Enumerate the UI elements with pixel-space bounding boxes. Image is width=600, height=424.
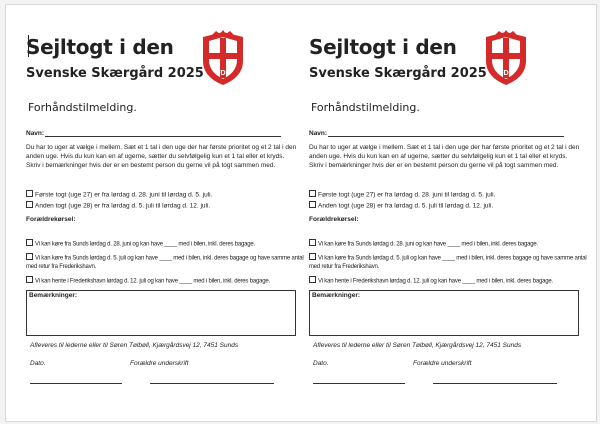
- checkbox[interactable]: [26, 201, 33, 208]
- checkbox[interactable]: [26, 276, 33, 283]
- date-label: Dato.: [30, 360, 46, 367]
- parent-driving-heading: Forældrekørsel:: [309, 216, 359, 223]
- driving-option-2[interactable]: [309, 253, 587, 272]
- delivery-note: Afleveres til lederne eller til Søren Tølbøll, Kjærgårdsvej 12, 7451 Sunds: [30, 342, 239, 349]
- remarks-label: Bemærkninger:: [29, 292, 78, 299]
- checkbox[interactable]: [309, 253, 316, 260]
- option-label: Anden togt (uge 28) er fra lørdag d. 5. juli til lørdag d. 12. juli.: [35, 202, 211, 210]
- checkbox[interactable]: [309, 201, 316, 208]
- preregistration-heading: Forhåndstilmelding.: [311, 101, 420, 114]
- registration-sheet-right: [309, 5, 587, 421]
- title-line-1: Sejltogt i den: [26, 35, 174, 59]
- remarks-box[interactable]: [309, 290, 579, 336]
- name-label: Navn:: [309, 130, 328, 137]
- title-line-1: Sejltogt i den: [309, 35, 457, 59]
- date-line[interactable]: [313, 383, 405, 384]
- name-line[interactable]: [45, 129, 281, 137]
- option-label: Anden togt (uge 28) er fra lørdag d. 5. juli til lørdag d. 12. juli.: [318, 202, 494, 210]
- logo-text: FDF: [216, 70, 230, 77]
- name-label: Navn:: [26, 130, 45, 137]
- checkbox[interactable]: [26, 239, 33, 246]
- instructions: [309, 143, 587, 170]
- instructions-text-2: Skriv i bemærkninger hvis der er en bestemt person du gerne vil på togt sammen med.: [26, 162, 276, 169]
- date-label: Dato.: [313, 360, 329, 367]
- title-line-2: Svenske Skærgård 2025: [26, 66, 204, 81]
- signature-label: Forældre underskrift: [130, 360, 189, 367]
- option-week-28[interactable]: [309, 201, 493, 211]
- checkbox[interactable]: [309, 276, 316, 283]
- option-label: Første togt (uge 27) er fra lørdag d. 28. juni til lørdag d. 5. juli.: [35, 191, 213, 199]
- driving-option-label: Vi kan køre fra Sunds lørdag d. 28. juni og kan have ____ med i bilen, inkl. deres bagage.: [318, 241, 539, 248]
- registration-sheet-left: [26, 5, 304, 421]
- name-field[interactable]: [309, 129, 564, 137]
- instructions: [26, 143, 304, 170]
- delivery-note: Afleveres til lederne eller til Søren Tølbøll, Kjærgårdsvej 12, 7451 Sunds: [313, 342, 522, 349]
- instructions-text-2: Skriv i bemærkninger hvis der er en bestemt person du gerne vil på togt sammen med.: [309, 162, 559, 169]
- name-line[interactable]: [328, 129, 564, 137]
- checkbox[interactable]: [26, 253, 33, 260]
- driving-option-label: Vi kan køre fra Sunds lørdag d. 5. juli og kan have ____ med i bilen, inkl. deres bagage og have samme antal med retur fra Frederikshavn.: [309, 255, 587, 270]
- driving-option-label: Vi kan hente i Frederikshavn lørdag d. 12. juli og kan have ____ med i bilen, inkl. deres bagage.: [318, 278, 553, 285]
- driving-option-2[interactable]: [26, 253, 304, 272]
- fdf-logo-icon: [198, 29, 248, 87]
- preregistration-heading: Forhåndstilmelding.: [28, 101, 137, 114]
- driving-option-label: Vi kan hente i Frederikshavn lørdag d. 12. juli og kan have ____ med i bilen, inkl. deres bagage.: [35, 278, 270, 285]
- checkbox[interactable]: [309, 190, 316, 197]
- parent-driving-heading: Forældrekørsel:: [26, 216, 76, 223]
- date-line[interactable]: [30, 383, 122, 384]
- name-field[interactable]: [26, 129, 281, 137]
- document-page: [5, 4, 597, 422]
- instructions-text: Du har to uger at vælge i mellem. Sæt et 1 tal i den uge der har første prioritet og et 2 tal i den anden uge. Hvis du kun kan en af ugerne, sætter du selvfølgelig kun et 1 tal eller et kryds.: [309, 144, 580, 160]
- driving-option-1[interactable]: [26, 239, 304, 248]
- checkbox[interactable]: [26, 190, 33, 197]
- driving-option-label: Vi kan køre fra Sunds lørdag d. 28. juni og kan have ____ med i bilen, inkl. deres bagage.: [35, 241, 256, 248]
- driving-option-1[interactable]: [309, 239, 587, 248]
- option-week-27[interactable]: [309, 190, 495, 200]
- driving-option-3[interactable]: [309, 276, 587, 285]
- remarks-label: Bemærkninger:: [312, 292, 361, 299]
- logo-text: FDF: [499, 70, 513, 77]
- signature-label: Forældre underskrift: [413, 360, 472, 367]
- remarks-box[interactable]: [26, 290, 296, 336]
- title-line-2: Svenske Skærgård 2025: [309, 66, 487, 81]
- driving-option-label: Vi kan køre fra Sunds lørdag d. 5. juli og kan have ____ med i bilen, inkl. deres bagage og have samme antal med retur fra Frederikshavn.: [26, 255, 304, 270]
- signature-line[interactable]: [150, 383, 274, 384]
- driving-option-3[interactable]: [26, 276, 304, 285]
- checkbox[interactable]: [309, 239, 316, 246]
- signature-line[interactable]: [433, 383, 557, 384]
- option-week-28[interactable]: [26, 201, 210, 211]
- option-label: Første togt (uge 27) er fra lørdag d. 28. juni til lørdag d. 5. juli.: [318, 191, 496, 199]
- instructions-text: Du har to uger at vælge i mellem. Sæt et 1 tal i den uge der har første prioritet og et 2 tal i den anden uge. Hvis du kun kan en af ugerne, sætter du selvfølgelig kun et 1 tal eller et kryds.: [26, 144, 297, 160]
- option-week-27[interactable]: [26, 190, 212, 200]
- fdf-logo-icon: [481, 29, 531, 87]
